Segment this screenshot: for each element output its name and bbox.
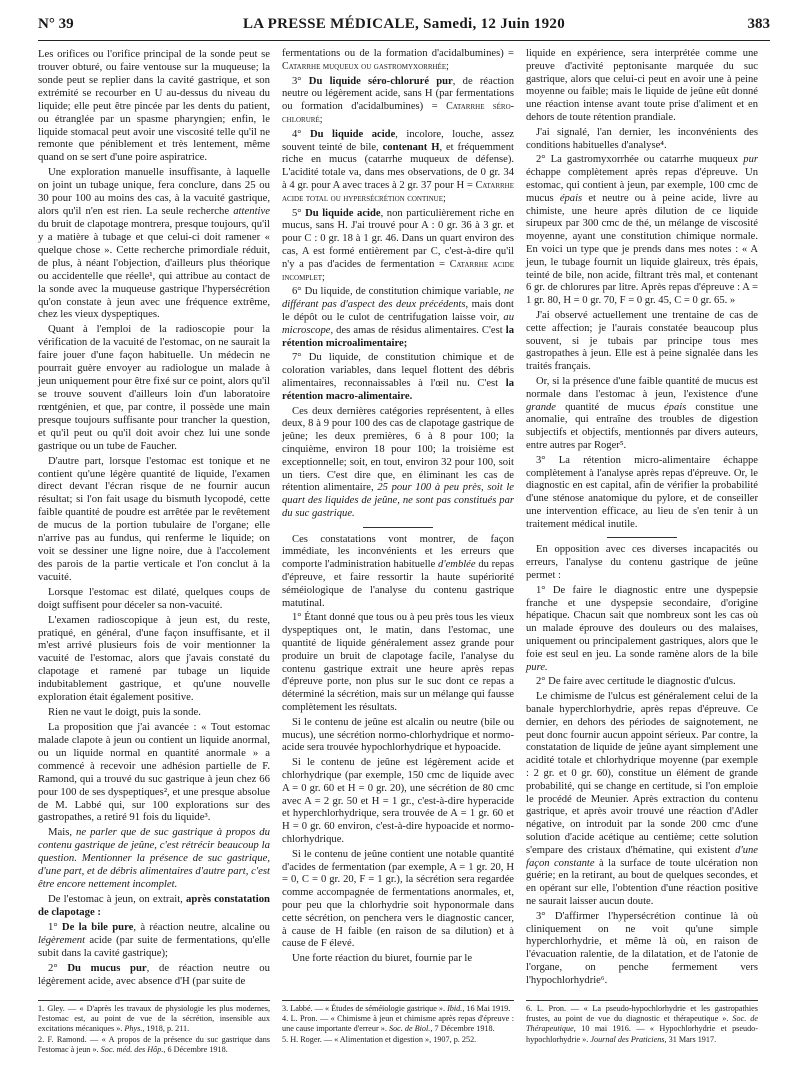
- footnotes-column-1: [38, 1004, 270, 1055]
- list-item: 6° Du liquide, de constitution chimique variable, ne différant pas d'aspect des deux précédents, mais dont le dépôt ou le culot de centrifugation laisse voir, au microscope, des amas de résidus alimentaires. C'est la rétention microalimentaire;: [282, 286, 514, 349]
- footnote: 3. Labbé. — « Études de séméiologie gastrique ». Ibid., 16 Mai 1919.: [282, 1004, 511, 1013]
- paragraph: Ces deux dernières catégories représentent, à elles deux, 8 à 9 pour 100 des cas de clapotage gastrique de jeûne; les deux premières, 6 à 8 pour 100; la cinquième, environ 18 pour 100; la troisième est exceptionnelle; soit, en tout, environ 32 pour 100, soit un tiers. C'est dire que, en éliminant les cas de rétention alimentaire, 25 pour 100 à peu près, soit le quart des liquides de jeûne, ne sont pas constitués par du suc gastrique.: [282, 405, 514, 519]
- paragraph: 3° D'affirmer l'hypersécrétion continue là où cliniquement on ne voit qu'une simple hyperchlorhydrie, et même là où, en raison de l'évacuation ralentie, de la dilatation, et de l'atonie de l'organe, on penche fermement vers l'hypochlorhydrie⁶.: [526, 910, 758, 986]
- paragraph: Lorsque l'estomac est dilaté, quelques coups de doigt suffisent pour déceler sa non-vacuité.: [38, 585, 270, 611]
- paragraph: 3° La rétention micro-alimentaire échappe complètement à l'analyse après repas d'épreuve. Or, le diagnostic en est capital, afin de vérifier la probabilité d'une sténose anatomique du pylore, et de conseiller une intervention efficace, au lieu de s'en tenir à un traitement médical inutile.: [526, 454, 758, 530]
- paragraph: liquide en expérience, sera interprétée comme une preuve d'activité peptonisante marquée du suc gastrique, alors que celui-ci peut en avoir une à peine moyenne ou faible; mais le liquide de jeûne eût donné une réaction intense avant toute prise d'aliment et en dehors de toute rétention prandiale.: [526, 48, 758, 123]
- paragraph: Si le contenu de jeûne est légèrement acide et chlorhydrique (par exemple, 150 cmc de liquide avec A = 0 gr. 60 et H = 0 gr. 20), une sécrétion de 80 cmc avec A = 2 gr. 50 et H = 1 gr., c'est-à-dire hyperacide et hyperchlorhydrique, sera trouvée de A = 1 gr. 60 et H = 0 gr. 60 environ, c'est-à-dire hypoacide et normo-chlorhydrique.: [282, 757, 514, 846]
- paragraph: Les orifices ou l'orifice principal de la sonde peut se trouver obturé, ou faire ventouse sur la muqueuse; la sonde peut se replier dans la cavité gastrique, et son extrémité se recourber en U au-dessus du niveau du liquide; elle peut être pincée par les dents du patient, ou étranglée par un spasme pharyngien; enfin, le liquide stomacal peut avoir une viscosité telle qu'il ne remonte que péniblement et très lentement, même quand on se sert d'une poire aspiratrice.: [38, 48, 270, 164]
- paragraph: Ces constatations vont montrer, de façon immédiate, les inconvénients et les erreurs que comporte l'administration habituelle d'emblée du repas d'épreuve, et faire ressortir la haute supériorité séméiologique de l'analyse du contenu gastrique matutinal.: [282, 533, 515, 609]
- list-item: 5° Du liquide acide, non particulièrement riche en mucus, sans H. J'ai trouvé pour A : 0 gr. 36 à 3 gr. et pour C : 0 gr. 18 à 1 gr. 46. Dans un quart environ des cas, A est formé entièrement par C, c'est-à-dire qu'il n'y a pas d'acides de fermentation = Catarrhe acide incomplet;: [282, 207, 514, 283]
- paragraph: Une forte réaction du biuret, fournie par le: [292, 953, 473, 965]
- page-number: 383: [747, 16, 770, 32]
- footnotes-column-2: [282, 1004, 514, 1045]
- column-3: [526, 48, 758, 990]
- footnote: 4. L. Pron. — « Chimisme à jeun et chimisme après repas d'épreuve : une cause importante d'erreur ». Soc. de Biol., 7 Décembre 1918.: [282, 1014, 514, 1034]
- footnote: 1. Gley. — « D'après les travaux de physiologie les plus modernes, l'estomac est, au point de vue de la sécrétion, insensible aux excitations mécaniques ». Phys., 1918, p. 211.: [38, 1004, 270, 1034]
- journal-title: LA PRESSE MÉDICALE, Samedi, 12 Juin 1920: [242, 16, 566, 32]
- footnote: 6. L. Pron. — « La pseudo-hypochlorhydrie et les gastropathies frustes, au point de vue du diagnostic et thérapeutique ». Soc. de Thérapeutique, 10 mai 1916. — « Hypochlorhydrie et pseudo-hypochlorhydrie ». Journal des Praticiens, 31 Mars 1917.: [526, 1004, 758, 1044]
- page-header: [38, 14, 770, 36]
- section-separator: [363, 527, 433, 528]
- paragraph: En opposition avec ces diverses incapacités ou erreurs, l'analyse du contenu gastrique de jeûne permet :: [526, 544, 758, 582]
- paragraph: J'ai signalé, l'an dernier, les inconvénients des conditions habituelles d'analyse⁴.: [526, 126, 758, 151]
- column-2: [282, 48, 514, 968]
- footnotes-column-3: [526, 1004, 758, 1045]
- paragraph: 2° De faire avec certitude le diagnostic d'ulcus.: [536, 676, 736, 688]
- paragraph: Si le contenu de jeûne contient une notable quantité d'acides de fermentation (par exemple, A = 1 gr. 20, H = 0, C = 0 gr. 20, F = 1 gr.), la sécrétion sera regardée comme accompagnée de fermentations anormales, et, pour peu que la chlorhydrie soit hyponormale dans cette sécrétion, on penchera vers le diagnostic cancer, à cause de H faible (en raison de sa dilution) et à cause de F élevé.: [282, 848, 514, 950]
- paragraph: 1° Étant donné que tous ou à peu près tous les vieux dyspeptiques ont, le matin, dans l'estomac, une quantité de liquide généralement assez grande pour produire un bruit de clapotage facile, l'analyse du contenu gastrique extrait une heure après repas d'épreuve porte, non plus sur le suc dont ce repas a déterminé la sécrétion, mais sur un mélange qui fausse complètement les résultats.: [282, 612, 514, 714]
- list-item: 1° De la bile pure, à réaction neutre, alcaline ou légèrement acide (par suite de fermentations, qu'elle subit dans la cavité gastrique);: [38, 920, 270, 959]
- footnote: 2. F. Ramond. — « A propos de la présence du suc gastrique dans l'estomac à jeun ». Soc. méd. des Hôp., 6 Décembre 1918.: [38, 1034, 270, 1054]
- paragraph: La proposition que j'ai avancée : « Tout estomac malade clapote à jeun ou contient un liquide anormal, ou un liquide normal en quantité anormale » a commencé à recevoir une adhésion partielle de F. Ramond, qui a trouvé du suc gastrique à jeun chez 66 pour 100 de ses dyspeptiques², et une presque absolue de M. Labbé qui, sur 100 explorations sur des gastropathes, a retiré 91 fois du liquide³.: [38, 721, 270, 824]
- paragraph: L'examen radioscopique à jeun est, du reste, pratiqué, en général, d'une façon insuffisante, et il m'est arrivé plusieurs fois de voir mentionner la vacuité de l'estomac, alors que j'avais constaté du clapotage et ramené par tubage un liquide indubitablement gastrique, et qu'une nouvelle exploration était également positive.: [38, 613, 270, 704]
- paragraph: 1° De faire le diagnostic entre une dyspepsie franche et une dyspepsie secondaire, d'origine hépatique. Chacun sait que nombreux sont les cas où un malade éprouve des douleurs ou des malaises, uniquement ou principalement gastriques, alors que le foie est seul en jeu. La sonde ramène alors de la bile pure.: [526, 584, 758, 673]
- paragraph: Une exploration manuelle insuffisante, à laquelle on joint un tubage unique, fera conclure, dans 25 ou 30 pour 100 au moins des cas, à la vacuité gastrique, alors qu'il n'en est rien. La seule recherche attentive du bruit de clapotage montrera, presque toujours, qu'il y a matière à tubage et que celui-ci doit ramener « quelque chose ». Cette recherche primordiale réduit, de plus, à néant l'objection, d'ailleurs plus théorique ou accidentelle que réelle¹, qui attribue au contact de la sonde avec la muqueuse gastrique l'hypersécrétion qu'on constate à jeun avec une fréquence extrême, chez les vieux dyspeptiques.: [38, 166, 270, 321]
- header-rule: [38, 40, 770, 41]
- footnote-rule: [38, 1000, 270, 1001]
- list-item: 3° Du liquide séro-chloruré pur, de réaction neutre ou légèrement acide, sans H (par fermentations ou formation d'acidalbumines) = Catarrhe séro-chloruré;: [282, 75, 514, 125]
- issue-number: N° 39: [38, 16, 74, 32]
- paragraph: J'ai observé actuellement une trentaine de cas de cette affection; je l'aurais constatée beaucoup plus souvent, si je tubais par principe tous mes gastropathes à jeun. Elle est à peine signalée dans les traités français.: [526, 309, 758, 373]
- footnote-rule: [282, 1000, 514, 1001]
- paragraph: Mais, ne parler que de suc gastrique à propos du contenu gastrique de jeûne, c'est rétrécir beaucoup la question. Mentionner la présence de suc gastrique, d'une part, et de débris alimentaires d'autre part, c'est être encore nettement incomplet.: [38, 826, 270, 891]
- footnote: 5. H. Roger. — « Alimentation et digestion », 1907, p. 252.: [282, 1034, 477, 1044]
- list-item: 2° Du mucus pur, de réaction neutre ou légèrement acide, avec absence d'H (par suite de: [38, 961, 270, 987]
- footnote-rule: [526, 1000, 758, 1001]
- paragraph: Le chimisme de l'ulcus est généralement celui de la banale hyperchlorhydrie, après repas d'épreuve. Ce dernier, en dehors des périodes de saignotement, ne peut donc fournir aucun appoint sérieux. Par contre, la constatation de liquide de jeûne ayant simplement une acidité totale et chlorhydrique moyenne (par exemple : 2 gr. et 0 gr. 60), constitue un élément de grande probabilité, qui se change en certitude, si l'on emploie le procédé de Meunier. Après extraction du contenu gastrique, et après avoir trouvé une réaction d'Adler négative, on introduit par la sonde 200 cmc d'une solution d'acide acétique au centième; cette solution s'empare des cristaux d'hématine, qui existent d'une façon constante à la surface de toute ulcération non guérie; en la retirant, au bout de quelques secondes, et en opérant sur elle, l'obtention d'une réaction positive ne saurait laisser aucun doute.: [526, 691, 758, 907]
- paragraph: De l'estomac à jeun, on extrait, après constatation de clapotage :: [38, 893, 270, 918]
- paragraph: Quant à l'emploi de la radioscopie pour la vérification de la vacuité de l'estomac, on ne saurait la faire jouer d'une façon habituelle. Un médecin ne pourrait guère envoyer au radiologue un malade à jeun uniquement pour être fixé sur ce point, alors qu'il se trouve souvent d'ailleurs loin d'un laboratoire rœntgénien, et que, par contre, il possède une main presque toujours suffisante pour trancher la question, et qu'il peut ou qu'il doit avoir chez lui une sonde gastrique ou un tube de Faucher.: [38, 323, 270, 452]
- section-separator: [607, 537, 677, 538]
- paragraph: Si le contenu de jeûne est alcalin ou neutre (bile ou mucus), une sécrétion normo-chlorhydrique et normo-acide sera trouvée hypochlorhydrique et hypoacide.: [282, 716, 514, 754]
- paragraph: Or, si la présence d'une faible quantité de mucus est normale dans l'estomac à jeun, l'existence d'une grande quantité de mucus épais constitue une anomalie, qui entraîne des troubles de digestion subjectifs et objectifs, mentionnés par divers auteurs, entre autres par Roger⁵.: [526, 375, 758, 451]
- column-1: [38, 48, 270, 989]
- paragraph: D'autre part, lorsque l'estomac est tonique et ne contient qu'une légère quantité de liquide, l'examen direct devant l'écran risque de ne fournir aucun résultat; si l'on fait usage du bismuth lycopodé, cette faible quantité de poudre est arrêtée par le revêtement de mucus de la portion tubulaire de l'organe; elle n'arrive pas au fundus, qui renferme le liquide; on voit se dessiner une ligne noire, due à l'accolement des parois de la partie verticale et l'on conclut à la vacuité.: [38, 454, 270, 583]
- paragraph: fermentations ou de la formation d'acidalbumines) = Catarrhe muqueux ou gastromyxorrhée;: [282, 48, 514, 72]
- list-item: 7° Du liquide, de constitution chimique et de coloration variables, dans lequel flottent des débris alimentaires, reconnaissables à l'œil nu. C'est la rétention macro-alimentaire.: [282, 352, 515, 402]
- list-item: 4° Du liquide acide, incolore, louche, assez souvent teinté de bile, contenant H, et fréquemment riche en mucus (catarrhe muqueux de défense). L'acidité totale va, dans mes observations, de 0 gr. 34 à 4 gr. pour A avec traces à 2 gr. 37 pour H = Catarrhe acide total ou hypersécrétion continue;: [282, 128, 514, 204]
- paragraph: 2° La gastromyxorrhée ou catarrhe muqueux pur échappe complètement après repas d'épreuve. Un estomac, qui contient à jeun, par exemple, 100 cmc de mucus épais et neutre ou à peine acide, livre au chimiste, une heure après dilution de ce liquide sirupeux par 300 cmc de thé, un mélange de viscosité moyenne, ayant une constitution chimique normale. En voici un type que je prends dans mes notes : « A jeun, le tubage fournit un liquide glaireux, très épais, teinté de bile, non acide, filtrant très mal, et contenant 6 gr. de chlorures par litre. Après repas d'épreuve : A = 1 gr. 80, H = 0 gr. 70, F = 0 gr. 45, C = 0 gr. 65. »: [526, 154, 759, 307]
- paragraph: Rien ne vaut le doigt, puis la sonde.: [48, 706, 201, 719]
